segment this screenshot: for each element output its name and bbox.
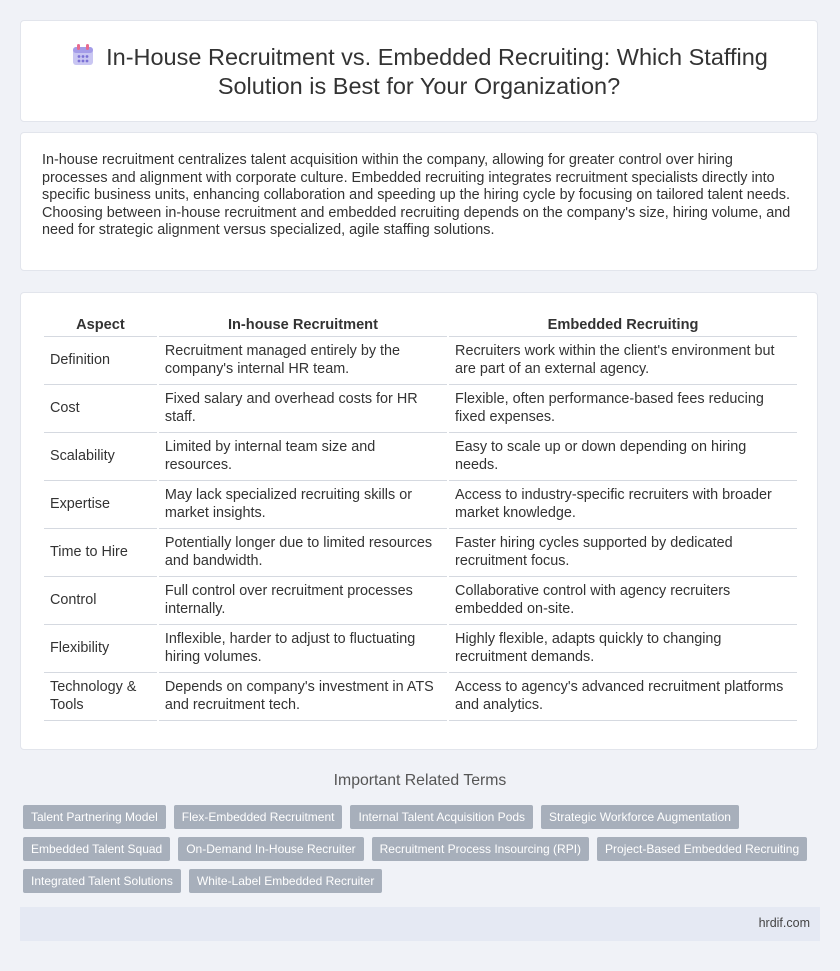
aspect-cell: Control: [44, 577, 157, 625]
aspect-cell: Cost: [44, 385, 157, 433]
comparison-table: [42, 316, 799, 721]
table-header-row: [44, 316, 797, 337]
related-term-tag[interactable]: On-Demand In-House Recruiter: [178, 837, 363, 861]
in-house-cell: May lack specialized recruiting skills or market insights.: [159, 481, 447, 529]
related-terms-list: [23, 805, 813, 893]
related-term-tag[interactable]: Integrated Talent Solutions: [23, 869, 181, 893]
table-row: [44, 385, 797, 433]
in-house-cell: Fixed salary and overhead costs for HR staff.: [159, 385, 447, 433]
embedded-cell: Easy to scale up or down depending on hiring needs.: [449, 433, 797, 481]
table-row: [44, 481, 797, 529]
aspect-cell: Definition: [44, 337, 157, 385]
in-house-cell: Inflexible, harder to adjust to fluctuating hiring volumes.: [159, 625, 447, 673]
related-terms-title: Important Related Terms: [333, 772, 507, 789]
calendar-icon: [70, 42, 96, 68]
related-term-tag[interactable]: Recruitment Process Insourcing (RPI): [372, 837, 589, 861]
footer: [20, 907, 820, 941]
related-term-tag[interactable]: Talent Partnering Model: [23, 805, 166, 829]
embedded-cell: Recruiters work within the client's environment but are part of an external agency.: [449, 337, 797, 385]
comparison-card: [20, 292, 818, 750]
related-term-tag[interactable]: Internal Talent Acquisition Pods: [350, 805, 533, 829]
page-title: In-House Recruitment vs. Embedded Recruiting: Which Staffing Solution is Best for Your Organization?: [106, 44, 768, 99]
aspect-cell: Flexibility: [44, 625, 157, 673]
aspect-cell: Scalability: [44, 433, 157, 481]
embedded-cell: Access to agency's advanced recruitment platforms and analytics.: [449, 673, 797, 721]
embedded-cell: Collaborative control with agency recruiters embedded on-site.: [449, 577, 797, 625]
title-wrap: [21, 42, 817, 101]
embedded-cell: Access to industry-specific recruiters with broader market knowledge.: [449, 481, 797, 529]
footer-site-link[interactable]: hrdif.com: [758, 916, 810, 930]
table-row: [44, 433, 797, 481]
in-house-cell: Recruitment managed entirely by the company's internal HR team.: [159, 337, 447, 385]
aspect-cell: Time to Hire: [44, 529, 157, 577]
in-house-cell: Potentially longer due to limited resources and bandwidth.: [159, 529, 447, 577]
table-row: [44, 625, 797, 673]
header-in-house: In-house Recruitment: [159, 316, 447, 337]
header-aspect: Aspect: [44, 316, 157, 337]
related-term-tag[interactable]: Flex-Embedded Recruitment: [174, 805, 343, 829]
in-house-cell: Full control over recruitment processes internally.: [159, 577, 447, 625]
aspect-cell: Expertise: [44, 481, 157, 529]
in-house-cell: Limited by internal team size and resources.: [159, 433, 447, 481]
related-term-tag[interactable]: Embedded Talent Squad: [23, 837, 170, 861]
table-row: [44, 337, 797, 385]
in-house-cell: Depends on company's investment in ATS and recruitment tech.: [159, 673, 447, 721]
title-card: [20, 20, 818, 122]
embedded-cell: Faster hiring cycles supported by dedicated recruitment focus.: [449, 529, 797, 577]
related-term-tag[interactable]: Project-Based Embedded Recruiting: [597, 837, 807, 861]
intro-card: [20, 132, 818, 271]
embedded-cell: Flexible, often performance-based fees reducing fixed expenses.: [449, 385, 797, 433]
embedded-cell: Highly flexible, adapts quickly to changing recruitment demands.: [449, 625, 797, 673]
header-embedded: Embedded Recruiting: [449, 316, 797, 337]
table-row: [44, 577, 797, 625]
related-term-tag[interactable]: Strategic Workforce Augmentation: [541, 805, 739, 829]
aspect-cell: Technology & Tools: [44, 673, 157, 721]
intro-paragraph: In-house recruitment centralizes talent acquisition within the company, allowing for greater control over hiring processes and alignment with corporate culture. Embedded recruiting integrates recruitment specialists directly into specific business units, enhancing collaboration and speeding up the hiring cycle by focusing on tailored talent needs. Choosing between in-house recruitment and embedded recruiting depends on the company's size, hiring volume, and need for strategic alignment versus specialized, agile staffing solutions.: [42, 152, 791, 239]
related-term-tag[interactable]: White-Label Embedded Recruiter: [189, 869, 382, 893]
table-row: [44, 673, 797, 721]
table-row: [44, 529, 797, 577]
